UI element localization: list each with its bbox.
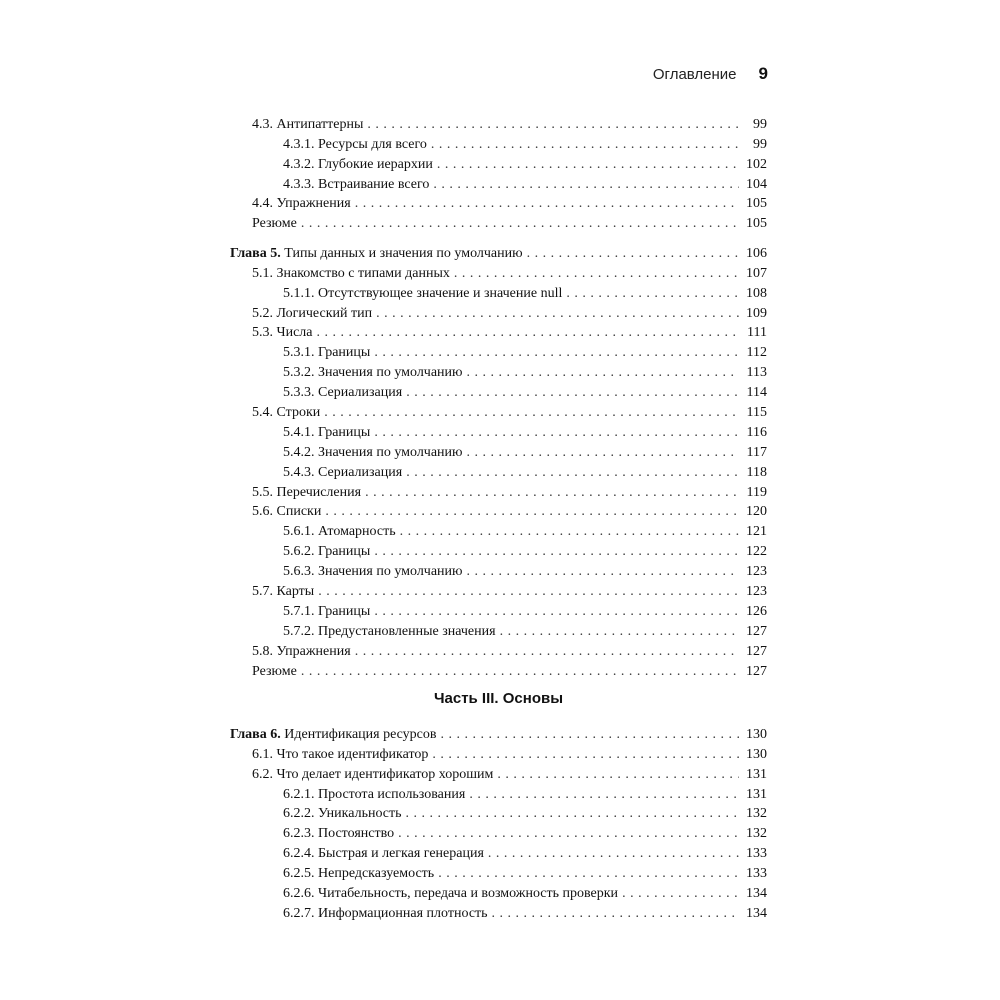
toc-entry-title <box>252 663 297 680</box>
toc-entry-title <box>252 766 493 783</box>
dot-leader <box>365 484 739 501</box>
dot-leader <box>317 324 739 341</box>
dot-leader <box>488 845 739 862</box>
dot-leader <box>355 195 739 212</box>
toc-entry-text: 5.2. Логический тип <box>252 305 373 321</box>
toc-page-number: 131 <box>746 786 767 802</box>
toc-entry-title <box>252 305 372 322</box>
toc-page-number: 104 <box>746 176 767 192</box>
toc-entry <box>230 902 767 922</box>
toc-entry <box>230 842 767 862</box>
toc-entry-text: 6.2.2. Уникальность <box>283 806 402 822</box>
toc-page-number: 131 <box>746 766 767 782</box>
dot-leader <box>406 805 739 822</box>
toc-entry-text: 5.6.2. Границы <box>283 544 371 560</box>
dot-leader <box>301 663 739 680</box>
toc-page-number: 112 <box>746 345 767 361</box>
toc-entry-text: 5.5. Перечисления <box>252 484 362 500</box>
dot-leader <box>438 865 739 882</box>
toc-page-number: 115 <box>746 405 767 421</box>
toc-entry-text: 5.1. Знакомство с типами данных <box>252 265 450 281</box>
toc-entry <box>230 193 767 213</box>
dot-leader <box>492 905 739 922</box>
toc-entry-title <box>230 245 523 262</box>
toc-entry-title <box>283 805 402 822</box>
toc-entry-title <box>252 404 320 421</box>
toc-entry-text: 5.7.2. Предустановленные значения <box>283 623 496 639</box>
toc-entry <box>230 580 767 600</box>
dot-leader <box>437 156 739 173</box>
toc-entry-title <box>283 885 618 902</box>
toc-page-number: 126 <box>746 603 767 619</box>
toc-page-number: 114 <box>746 385 767 401</box>
dot-leader <box>318 583 739 600</box>
toc-entry-title <box>283 156 433 173</box>
dot-leader <box>374 603 739 620</box>
toc-entry-title <box>283 464 402 481</box>
toc-section-chapter-6 <box>230 723 767 922</box>
toc-entry-text: 4.3.2. Глубокие иерархии <box>283 156 433 172</box>
dot-leader <box>622 885 739 902</box>
toc-entry <box>230 461 767 481</box>
toc-entry-title <box>252 583 314 600</box>
toc-entry-text: 6.2.4. Быстрая и легкая генерация <box>283 846 484 862</box>
toc-page-number: 127 <box>746 623 767 639</box>
toc-entry <box>230 302 767 322</box>
toc-page-number: 119 <box>746 484 767 500</box>
toc-entry-text: 5.6.1. Атомарность <box>283 524 396 540</box>
toc-entry-title <box>283 424 370 441</box>
toc-entry-title <box>283 623 496 640</box>
toc-page-number: 132 <box>746 806 767 822</box>
dot-leader <box>454 265 739 282</box>
dot-leader <box>374 543 739 560</box>
toc-entry-text: Типы данных и значения по умолчанию <box>280 245 523 261</box>
toc-entry-text: Идентификация ресурсов <box>280 726 437 742</box>
dot-leader <box>441 726 739 743</box>
toc-entry-title <box>252 746 428 763</box>
toc-entry-title <box>283 603 370 620</box>
toc-page-number: 105 <box>746 196 767 212</box>
toc-entry-text: 4.3. Антипаттерны <box>252 116 364 132</box>
dot-leader <box>324 404 739 421</box>
toc-entry-text: 6.2.3. Постоянство <box>283 826 395 842</box>
dot-leader <box>566 285 739 302</box>
dot-leader <box>398 825 739 842</box>
toc-entry <box>230 803 767 823</box>
toc-entry <box>230 381 767 401</box>
toc-page-number: 99 <box>753 116 767 132</box>
dot-leader <box>497 766 739 783</box>
toc-entry-title <box>252 265 450 282</box>
toc-entry <box>230 153 767 173</box>
toc-entry <box>230 341 767 361</box>
toc-entry <box>230 882 767 902</box>
dot-leader <box>367 116 739 133</box>
toc-entry <box>230 173 767 193</box>
toc-page-number: 113 <box>746 365 767 381</box>
toc-entry <box>230 401 767 421</box>
toc-section-chapter-5 <box>230 242 767 680</box>
toc-entry-title <box>283 136 427 153</box>
toc-entry <box>230 133 767 153</box>
toc-entry-text: 5.4.3. Сериализация <box>283 464 403 480</box>
toc-entry-title <box>283 905 488 922</box>
dot-leader <box>467 444 739 461</box>
toc-entry-text: 5.3.2. Значения по умолчанию <box>283 365 463 381</box>
toc-entry-title <box>252 643 351 660</box>
toc-entry-title <box>283 543 370 560</box>
toc-entry <box>230 743 767 763</box>
toc-page-number: 130 <box>746 746 767 762</box>
toc-entry-text: 6.2.5. Непредсказуемость <box>283 866 435 882</box>
toc-page-number: 127 <box>746 663 767 679</box>
toc-entry <box>230 421 767 441</box>
toc-page-number: 105 <box>746 216 767 232</box>
toc-entry-text: 5.1.1. Отсутствующее значение и значение null <box>283 285 563 301</box>
dot-leader <box>431 136 739 153</box>
toc-entry <box>230 520 767 540</box>
toc-entry-title <box>283 364 463 381</box>
toc-entry-text: 4.3.1. Ресурсы для всего <box>283 136 427 152</box>
dot-leader <box>400 523 739 540</box>
toc-entry-text: 6.2. Что делает идентификатор хорошим <box>252 766 494 782</box>
toc-page-number: 109 <box>746 305 767 321</box>
toc-entry-title <box>252 116 363 133</box>
toc-page-number: 99 <box>753 136 767 152</box>
toc-entry-title <box>283 845 484 862</box>
toc-page-number: 123 <box>746 564 767 580</box>
toc-section-top <box>230 113 767 232</box>
toc-entry-text: 5.3.1. Границы <box>283 345 371 361</box>
toc-entry-text: 6.2.1. Простота использования <box>283 786 466 802</box>
toc-page-number: 116 <box>746 424 767 440</box>
toc-page-number: 133 <box>746 866 767 882</box>
toc-page-number: 132 <box>746 826 767 842</box>
toc-entry-title <box>283 865 434 882</box>
toc-entry-text: 5.6.3. Значения по умолчанию <box>283 564 463 580</box>
dot-leader <box>433 176 739 193</box>
toc-entry-title <box>252 195 351 212</box>
toc-entry-text: 5.7. Карты <box>252 584 315 600</box>
dot-leader <box>374 424 739 441</box>
chapter-label: Глава 5. <box>230 245 281 261</box>
toc-page-number: 130 <box>746 726 767 742</box>
toc-entry <box>230 262 767 282</box>
toc-entry-title <box>283 825 394 842</box>
dot-leader <box>432 746 739 763</box>
toc-entry <box>230 212 767 232</box>
toc-entry-title <box>230 726 437 743</box>
toc-entry-title <box>283 563 463 580</box>
toc-entry-title <box>283 285 562 302</box>
toc-entry-text: 5.6. Списки <box>252 504 322 520</box>
toc-entry <box>230 560 767 580</box>
toc-entry-title <box>283 344 370 361</box>
chapter-label: Глава 6. <box>230 726 281 742</box>
dot-leader <box>406 464 739 481</box>
dot-leader <box>500 623 739 640</box>
toc-entry <box>230 783 767 803</box>
running-head-title: Оглавление <box>652 66 737 83</box>
toc-entry-title <box>252 215 297 232</box>
toc-entry-text: 4.4. Упражнения <box>252 196 351 212</box>
toc-page-number: 121 <box>746 524 767 540</box>
toc-page-number: 111 <box>747 325 767 341</box>
toc-entry-title <box>283 444 463 461</box>
toc-entry-text: 5.3. Числа <box>252 325 313 341</box>
dot-leader <box>469 786 739 803</box>
toc-entry-text: 5.4. Строки <box>252 405 321 421</box>
toc-page-number: 107 <box>746 265 767 281</box>
toc-entry-text: 6.2.7. Информационная плотность <box>283 905 488 921</box>
dot-leader <box>467 364 739 381</box>
toc-entry <box>230 441 767 461</box>
toc-entry <box>230 660 767 680</box>
toc-page-number: 123 <box>746 584 767 600</box>
toc-entry <box>230 322 767 342</box>
toc-entry-title <box>252 484 361 501</box>
toc-entry-text: 6.2.6. Читабельность, передача и возможность проверки <box>283 886 619 902</box>
toc-entry-text: 5.4.1. Границы <box>283 424 371 440</box>
dot-leader <box>467 563 739 580</box>
toc-entry-text: 5.3.3. Сериализация <box>283 385 403 401</box>
toc-page-number: 134 <box>746 886 767 902</box>
toc-entry-text: 5.4.2. Значения по умолчанию <box>283 444 463 460</box>
dot-leader <box>301 215 739 232</box>
toc-entry <box>230 282 767 302</box>
toc-page-number: 127 <box>746 643 767 659</box>
toc-entry-title <box>252 503 321 520</box>
page-number: 9 <box>758 64 768 83</box>
dot-leader <box>355 643 739 660</box>
toc-entry <box>230 540 767 560</box>
toc-entry-text: Резюме <box>252 663 297 679</box>
toc-entry <box>230 361 767 381</box>
toc-entry-title <box>283 384 402 401</box>
toc-entry-title <box>283 523 396 540</box>
toc-page-number: 134 <box>746 905 767 921</box>
toc-page-number: 117 <box>746 444 767 460</box>
toc-entry <box>230 862 767 882</box>
toc-entry-title <box>252 324 313 341</box>
dot-leader <box>376 305 739 322</box>
dot-leader <box>527 245 739 262</box>
toc-page-number: 108 <box>746 285 767 301</box>
toc-entry <box>230 501 767 521</box>
toc-entry-text: 5.8. Упражнения <box>252 643 351 659</box>
toc-page-number: 133 <box>746 846 767 862</box>
toc-chapter-entry <box>230 723 767 743</box>
running-head <box>653 64 768 84</box>
toc-page-number: 102 <box>746 156 767 172</box>
toc-entry <box>230 481 767 501</box>
toc-page-number: 106 <box>746 245 767 261</box>
toc-entry <box>230 822 767 842</box>
toc-entry-text: 5.7.1. Границы <box>283 603 371 619</box>
toc-page-number: 118 <box>746 464 767 480</box>
toc-entry <box>230 640 767 660</box>
toc-entry-text: 6.1. Что такое идентификатор <box>252 746 429 762</box>
toc-page-number: 120 <box>746 504 767 520</box>
toc-entry <box>230 113 767 133</box>
toc-entry <box>230 620 767 640</box>
toc-entry-text: Резюме <box>252 216 297 232</box>
toc-entry-title <box>283 786 465 803</box>
dot-leader <box>406 384 739 401</box>
toc-entry-title <box>283 176 429 193</box>
toc-chapter-entry <box>230 242 767 262</box>
part-heading: Часть III. Основы <box>433 690 564 707</box>
toc-entry <box>230 763 767 783</box>
dot-leader <box>374 344 739 361</box>
toc-page-number: 122 <box>746 544 767 560</box>
toc-entry-text: 4.3.3. Встраивание всего <box>283 176 430 192</box>
toc-entry <box>230 600 767 620</box>
dot-leader <box>325 503 739 520</box>
